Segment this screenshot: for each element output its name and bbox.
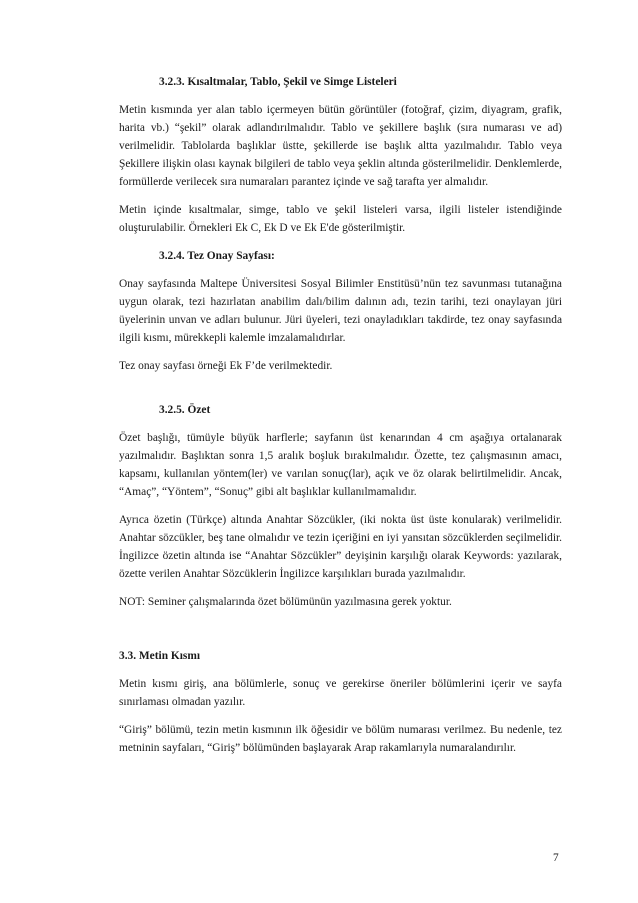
heading-3-2-3: 3.2.3. Kısaltmalar, Tablo, Şekil ve Simge Listeleri xyxy=(159,76,397,88)
heading-3-2-5: 3.2.5. Özet xyxy=(159,404,211,416)
paragraph-3-2-3-figures: Metin kısmında yer alan tablo içermeyen bütün görüntüler (fotoğraf, çizim, diyagram, grafik, harita vb.) “şekil” olarak adlandırılmalıdır. Tablo ve şekillere başlık (sıra numarası ve ad) verilmelidir. Tablolarda başlıklar üstte, şekillerde ise başlık altta yazılmalıdır. Tablo veya Şekillere ilişkin olası kaynak bilgileri de tablo veya şeklin altında gösterilmelidir. Denklemlerde, formüllerde verilecek sıra numaraları parantez içinde ve sağ tarafta yer almalıdır. xyxy=(119,104,562,188)
heading-3-2-4: 3.2.4. Tez Onay Sayfası: xyxy=(159,250,275,262)
paragraph-3-2-5-summary: Özet başlığı, tümüyle büyük harflerle; sayfanın üst kenarından 4 cm aşağıya ortalanarak yazılmalıdır. Başlıktan sonra 1,5 aralık boşluk bırakılmalıdır. Özette, tez çalışmasının amacı, kapsamı, kullanılan yöntem(ler) ve varılan sonuç(lar), açık ve öz olarak belirtilmelidir. Ancak, “Amaç”, “Yöntem”, “Sonuç” gibi alt başlıklar kullanılmamalıdır. xyxy=(119,432,562,498)
paragraph-3-2-4-approval: Onay sayfasında Maltepe Üniversitesi Sosyal Bilimler Enstitüsü’nün tez savunması tutanağına uygun olarak, tezi hazırlatan anabilim dalı/bilim dalının adı, tezin tarihi, tezi onaylayan jüri üyelerinin unvan ve adları bulunur. Jüri üyeleri, tezi onayladıkları takdirde, tez onay sayfasında ilgili kısmı, mürekkepli kalemle imzalamalıdırlar. xyxy=(119,278,562,344)
paragraph-3-3-text-part: Metin kısmı giriş, ana bölümlerle, sonuç ve gerekirse öneriler bölümlerini içerir ve sayfa sınırlaması olmadan yazılır. xyxy=(119,678,562,708)
paragraph-3-3-introduction: “Giriş” bölümü, tezin metin kısmının ilk öğesidir ve bölüm numarası verilmez. Bu nedenle, tez metninin sayfaları, “Giriş” bölümünden başlayarak Arap rakamlarıyla numaralandırılır. xyxy=(119,724,562,754)
paragraph-3-2-5-note: NOT: Seminer çalışmalarında özet bölümünün yazılmasına gerek yoktur. xyxy=(119,596,452,608)
paragraph-3-2-4-sample: Tez onay sayfası örneği Ek F’de verilmektedir. xyxy=(119,360,333,372)
page-content xyxy=(119,73,562,757)
heading-3-3: 3.3. Metin Kısmı xyxy=(119,650,200,662)
paragraph-3-2-3-lists: Metin içinde kısaltmalar, simge, tablo ve şekil listeleri varsa, ilgili listeler istendiğinde oluşturulabilir. Örnekleri Ek C, Ek D ve Ek E'de gösterilmiştir. xyxy=(119,204,562,234)
page-number: 7 xyxy=(553,852,559,864)
paragraph-3-2-5-keywords: Ayrıca özetin (Türkçe) altında Anahtar Sözcükler, (iki nokta üst üste konularak) verilmelidir. Anahtar sözcükler, beş tane olmalıdır ve tezin içeriğini en iyi yansıtan sözcüklerden seçilmelidir. İngilizce özetin altında ise “Anahtar Sözcükler” deyişinin karşılığı olarak Keywords: yazılarak, özette verilen Anahtar Sözcüklerin İngilizce karşılıkları burada yazılmalıdır. xyxy=(119,514,562,580)
